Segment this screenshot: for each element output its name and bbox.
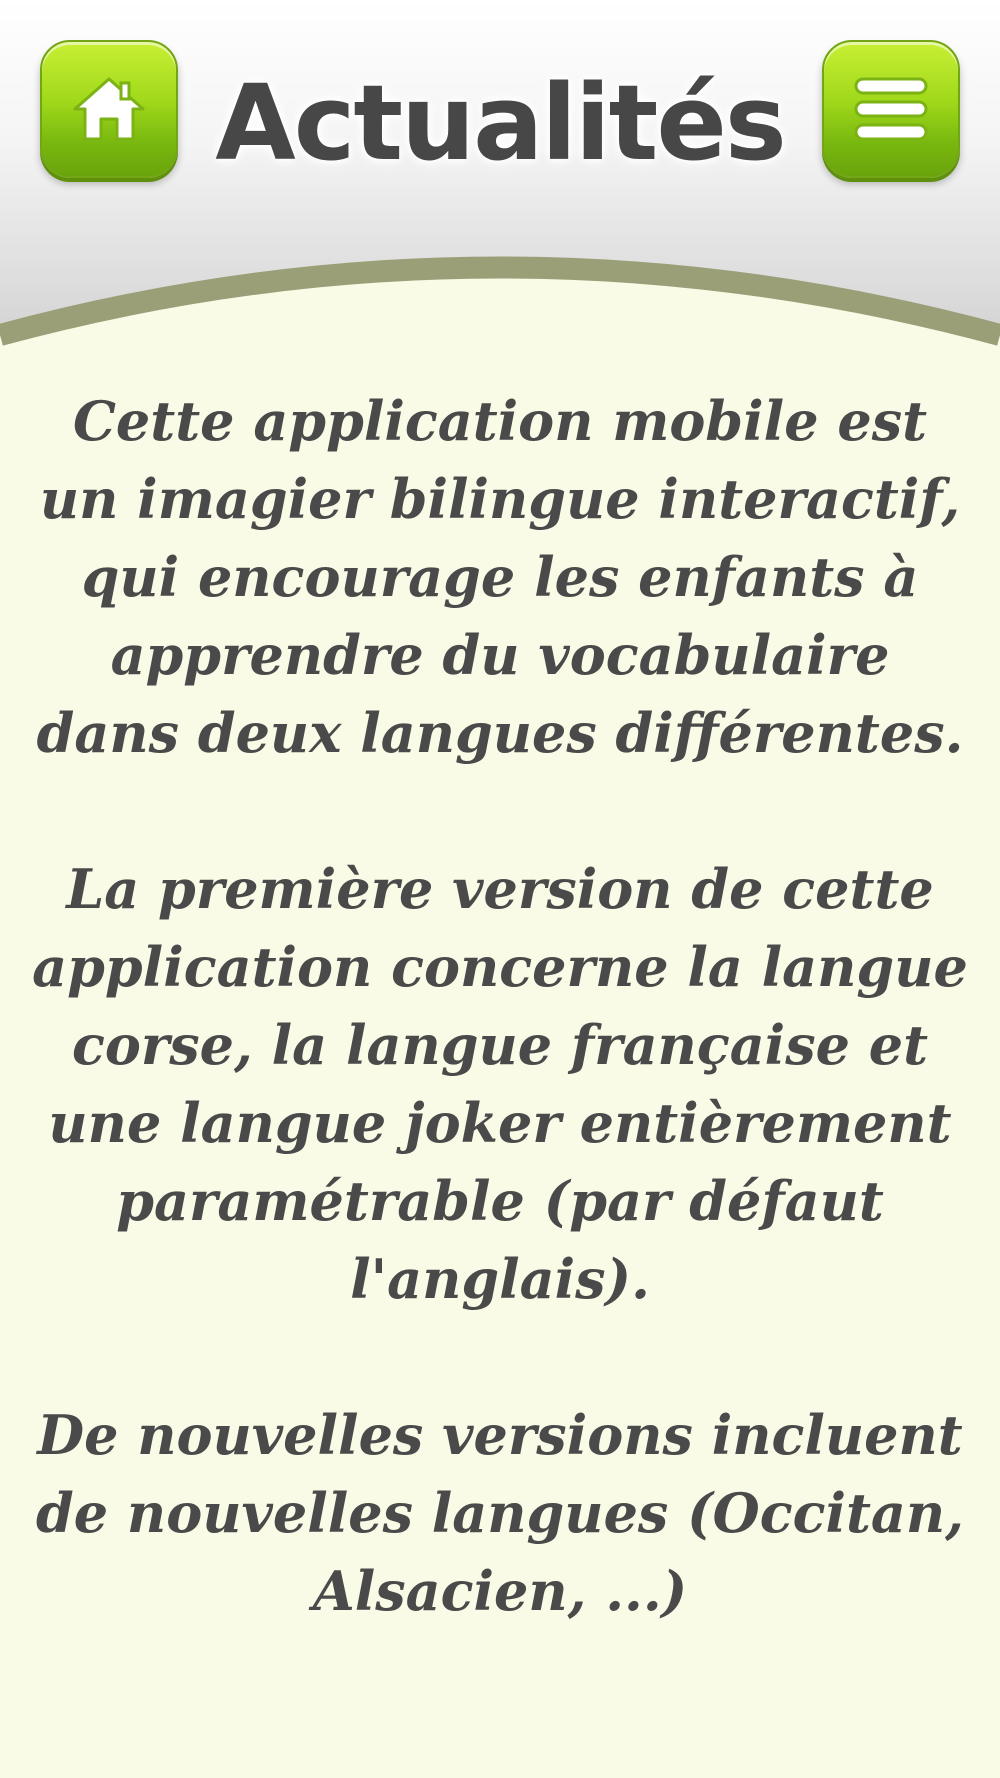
hamburger-menu-icon — [850, 69, 932, 149]
home-button[interactable] — [40, 40, 178, 178]
news-paragraph-new-versions: De nouvelles versions incluent de nouvelles langues (Occitan, Alsacien, ...) — [36, 1403, 964, 1623]
home-icon — [69, 69, 149, 149]
news-content — [30, 382, 970, 1630]
news-paragraph-first-version: La première version de cette application concerne la langue corse, la langue française et une langue joker entièrement paramétrable (par défaut l'anglais). — [32, 857, 968, 1311]
page-title: Actualités — [215, 62, 785, 184]
news-paragraph-intro: Cette application mobile est un imagier bilingue interactif, qui encourage les enfants à apprendre du vocabulaire dans deux langues différentes. — [36, 389, 964, 765]
menu-button[interactable] — [822, 40, 960, 178]
